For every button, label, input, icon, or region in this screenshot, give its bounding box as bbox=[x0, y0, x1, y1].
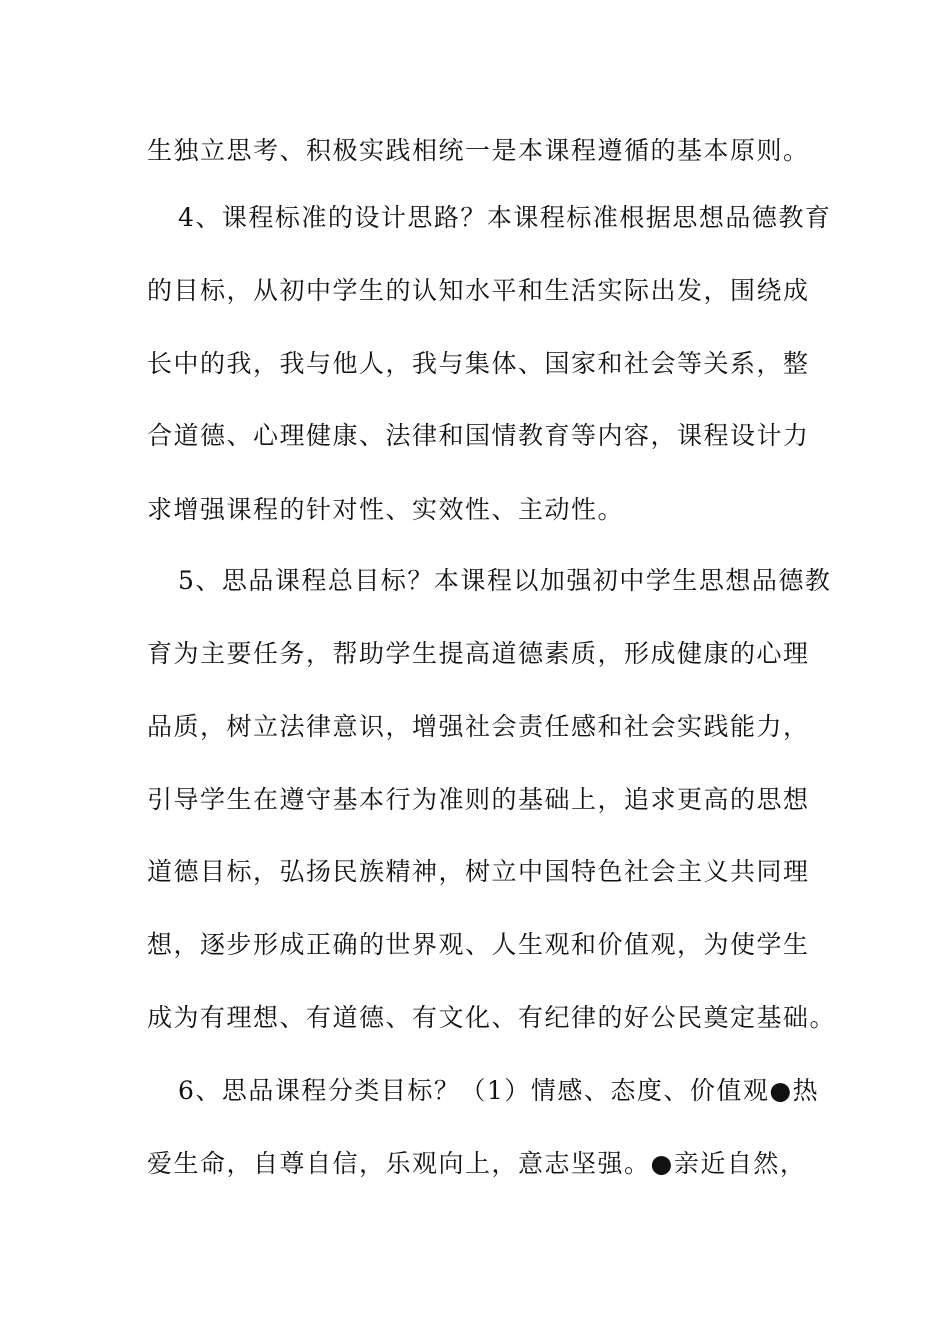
text-line: 爱生命，自尊自信，乐观向上，意志坚强。●亲近自然， bbox=[147, 1149, 807, 1178]
text-line: 合道德、心理健康、法律和国情教育等内容，课程设计力 bbox=[147, 421, 810, 450]
text-line: 生独立思考、积极实践相统一是本课程遵循的基本原则。 bbox=[147, 136, 810, 165]
text-line: 5、思品课程总目标？本课程以加强初中学生思想品德教 bbox=[178, 566, 832, 595]
text-line: 道德目标，弘扬民族精神，树立中国特色社会主义共同理 bbox=[147, 857, 810, 886]
text-line: 成为有理想、有道德、有文化、有纪律的好公民奠定基础。 bbox=[147, 1003, 837, 1032]
text-line: 4、课程标准的设计思路？本课程标准根据思想品德教育 bbox=[178, 203, 832, 232]
text-line: 品质，树立法律意识，增强社会责任感和社会实践能力， bbox=[147, 712, 810, 741]
text-line: 想，逐步形成正确的世界观、人生观和价值观，为使学生 bbox=[147, 930, 810, 959]
text-line: 长中的我，我与他人，我与集体、国家和社会等关系，整 bbox=[147, 349, 810, 378]
text-line: 的目标，从初中学生的认知水平和生活实际出发，围绕成 bbox=[147, 276, 810, 305]
text-line: 引导学生在遵守基本行为准则的基础上，追求更高的思想 bbox=[147, 785, 810, 814]
text-line: 6、思品课程分类目标？（1）情感、态度、价值观●热 bbox=[178, 1076, 820, 1105]
text-line: 育为主要任务，帮助学生提高道德素质，形成健康的心理 bbox=[147, 639, 810, 668]
text-line: 求增强课程的针对性、实效性、主动性。 bbox=[147, 495, 625, 524]
